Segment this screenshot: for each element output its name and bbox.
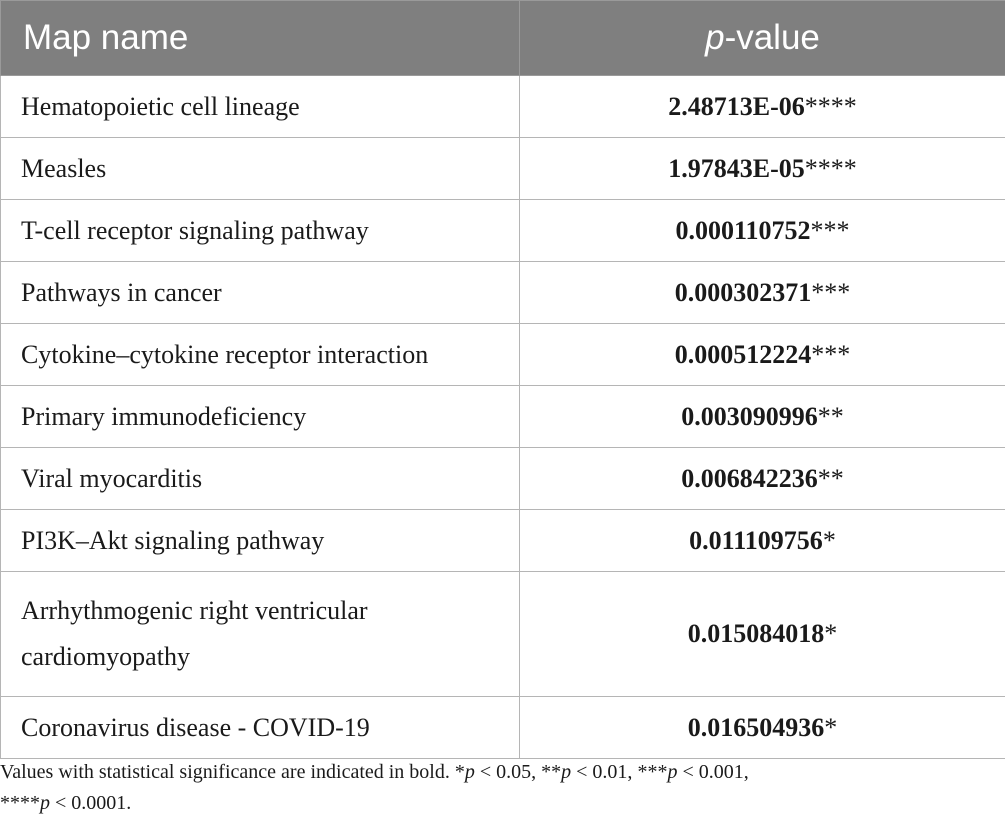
footnote-item — [541, 761, 637, 783]
footnote-p-italic: p — [464, 761, 475, 783]
table-row — [1, 262, 1005, 324]
footnote-stars: *** — [637, 761, 668, 783]
p-value-cell — [520, 200, 1005, 262]
header-map-name: Map name — [1, 1, 520, 76]
footnote-item — [637, 761, 748, 783]
footnote-p-italic: p — [667, 761, 678, 783]
p-value-number: 0.015084018 — [687, 619, 825, 648]
footnote-threshold: < 0.001, — [677, 761, 749, 783]
p-value-number: 1.97843E-05 — [668, 153, 805, 183]
map-name-cell: T-cell receptor signaling pathway — [1, 200, 520, 262]
p-value-cell — [520, 697, 1005, 759]
table-row — [1, 697, 1005, 759]
table-footnote — [0, 757, 1000, 819]
significance-stars: * — [822, 525, 836, 555]
table-row — [1, 324, 1005, 386]
significance-stars: *** — [811, 339, 851, 369]
p-value-number: 0.006842236 — [681, 463, 818, 493]
significance-stars: ** — [817, 463, 844, 493]
table-header-row — [1, 1, 1005, 76]
header-p-value — [520, 1, 1005, 76]
significance-stars: **** — [804, 153, 857, 183]
footnote-item — [455, 761, 541, 783]
p-value-cell — [520, 138, 1005, 200]
map-name-cell: Arrhythmogenic right ventricular cardiomyopathy — [1, 572, 520, 697]
footnote-threshold: < 0.01, — [571, 761, 638, 783]
map-name-cell: Viral myocarditis — [1, 448, 520, 510]
header-value-suffix: -value — [724, 18, 820, 57]
table-row — [1, 76, 1005, 138]
p-value-number: 0.016504936 — [687, 712, 825, 742]
map-name-cell: Primary immunodeficiency — [1, 386, 520, 448]
footnote-p-italic: p — [40, 792, 50, 814]
p-value-cell — [520, 262, 1005, 324]
table-row — [1, 138, 1005, 200]
footnote-lead: Values with statistical significance are indicated in bold. — [0, 761, 455, 783]
p-value-cell — [520, 510, 1005, 572]
header-p-italic: p — [705, 18, 725, 57]
p-value-number: 0.011109756 — [689, 525, 823, 555]
significance-stars: ** — [817, 401, 844, 431]
significance-stars: **** — [804, 91, 857, 121]
p-value-cell — [520, 572, 1005, 697]
map-name-cell: Pathways in cancer — [1, 262, 520, 324]
footnote-p-italic: p — [561, 761, 572, 783]
map-name-cell: PI3K–Akt signaling pathway — [1, 510, 520, 572]
map-name-cell: Hematopoietic cell lineage — [1, 76, 520, 138]
significance-stars: * — [824, 712, 838, 742]
footnote-threshold: < 0.0001. — [50, 792, 132, 814]
p-value-number: 2.48713E-06 — [668, 91, 805, 121]
significance-stars: *** — [811, 277, 851, 307]
table-row — [1, 510, 1005, 572]
footnote-stars: **** — [0, 792, 40, 814]
p-value-number: 0.003090996 — [681, 401, 818, 431]
map-name-cell: Measles — [1, 138, 520, 200]
map-name-cell: Cytokine–cytokine receptor interaction — [1, 324, 520, 386]
significance-stars: * — [824, 619, 838, 648]
p-value-number: 0.000110752 — [675, 215, 811, 245]
table-row — [1, 572, 1005, 697]
p-value-cell — [520, 324, 1005, 386]
footnote-stars: ** — [541, 761, 562, 783]
p-value-cell — [520, 386, 1005, 448]
footnote-threshold: < 0.05, — [474, 761, 542, 783]
table-row — [1, 200, 1005, 262]
significance-stars: *** — [810, 215, 850, 245]
table-row — [1, 448, 1005, 510]
footnote-item — [0, 792, 131, 814]
p-value-number: 0.000302371 — [674, 277, 812, 307]
table-row — [1, 386, 1005, 448]
footnote-stars: * — [454, 761, 465, 783]
map-name-cell: Coronavirus disease - COVID-19 — [1, 697, 520, 759]
p-value-cell — [520, 76, 1005, 138]
p-value-cell — [520, 448, 1005, 510]
p-value-number: 0.000512224 — [674, 339, 812, 369]
